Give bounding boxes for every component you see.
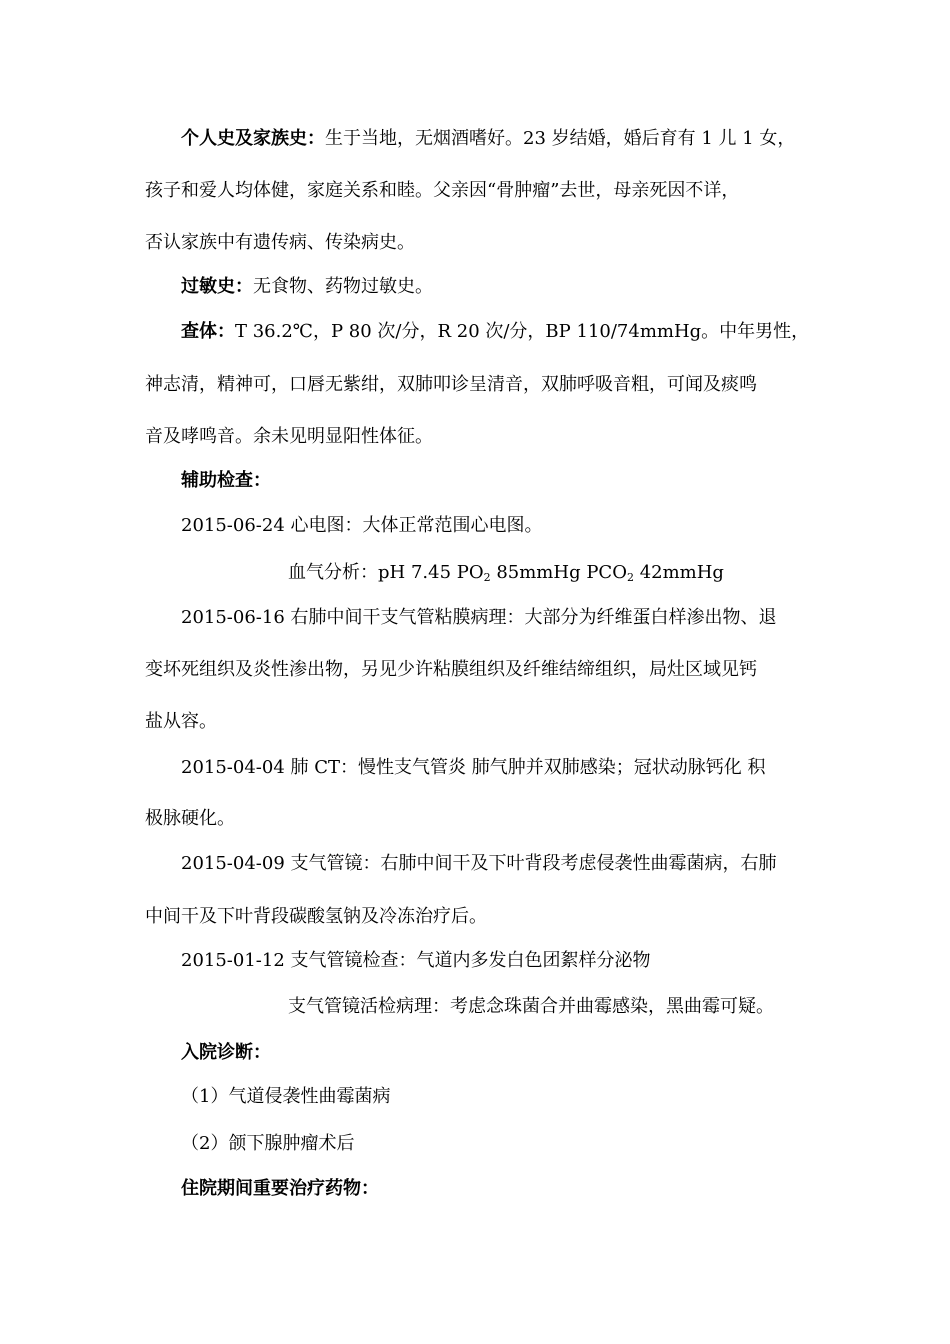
treatment-heading: 住院期间重要治疗药物： [181, 1178, 379, 1199]
diagnosis-item-2: （2）颌下腺肿瘤术后 [181, 1133, 355, 1154]
blood-gas-prefix: 血气分析：pH 7.45 PO [288, 562, 484, 583]
personal-history-text-1: 生于当地，无烟酒嗜好。23 岁结婚，婚后育有 1 儿 1 女， [325, 128, 796, 149]
allergy-line [181, 275, 433, 299]
pathology-line-1: 2015-06-16 右肺中间干支气管粘膜病理：大部分为纤维蛋白样渗出物、退 [181, 607, 777, 628]
physical-exam-text-2: 神志清，精神可，口唇无紫绀，双肺叩诊呈清音，双肺呼吸音粗，可闻及痰鸣 [145, 374, 757, 395]
aux-exam-heading: 辅助检查： [181, 470, 271, 491]
ct-line-1: 2015-04-04 肺 CT：慢性支气管炎 肺气肿并双肺感染；冠状动脉钙化 积 [181, 757, 766, 778]
admission-diagnosis-heading: 入院诊断： [181, 1042, 271, 1063]
blood-gas-suffix: 42mmHg [633, 562, 724, 583]
physical-exam-text-3: 音及哮鸣音。余未见明显阳性体征。 [145, 426, 433, 447]
pathology-line-2: 变坏死组织及炎性渗出物，另见少许粘膜组织及纤维结缔组织，局灶区域见钙 [145, 659, 757, 680]
pathology-line-3: 盐从容。 [145, 711, 217, 732]
blood-gas-result [288, 561, 724, 585]
blood-gas-mid: 85mmHg PCO [490, 562, 627, 583]
personal-history-line-1 [181, 127, 795, 151]
biopsy-pathology: 支气管镜活检病理：考虑念珠菌合并曲霉感染，黑曲霉可疑。 [288, 996, 774, 1017]
ecg-result: 2015-06-24 心电图：大体正常范围心电图。 [181, 515, 543, 536]
blood-gas-sub-2: 2 [626, 571, 634, 584]
bronchoscopy-line-1: 2015-04-09 支气管镜：右肺中间干及下叶背段考虑侵袭性曲霉菌病，右肺 [181, 853, 777, 874]
allergy-text: 无食物、药物过敏史。 [253, 276, 433, 297]
personal-history-heading: 个人史及家族史： [181, 128, 325, 149]
physical-exam-text-1: T 36.2℃，P 80 次/分，R 20 次/分，BP 110/74mmHg。中年男性， [235, 321, 810, 342]
diagnosis-item-1: （1）气道侵袭性曲霉菌病 [181, 1086, 391, 1107]
personal-history-text-2: 孩子和爱人均体健，家庭关系和睦。父亲因“骨肿瘤”去世，母亲死因不详， [145, 180, 740, 201]
blood-gas-sub-1: 2 [483, 571, 491, 584]
allergy-heading: 过敏史： [181, 276, 253, 297]
ct-line-2: 极脉硬化。 [145, 808, 235, 829]
personal-history-text-3: 否认家族中有遗传病、传染病史。 [145, 232, 415, 253]
bronchoscopy-line-2: 中间干及下叶背段碳酸氢钠及冷冻治疗后。 [145, 906, 487, 927]
physical-exam-heading: 查体： [181, 321, 235, 342]
physical-exam-line-1 [181, 320, 809, 344]
bronchoscopy-exam: 2015-01-12 支气管镜检查：气道内多发白色团絮样分泌物 [181, 950, 651, 971]
